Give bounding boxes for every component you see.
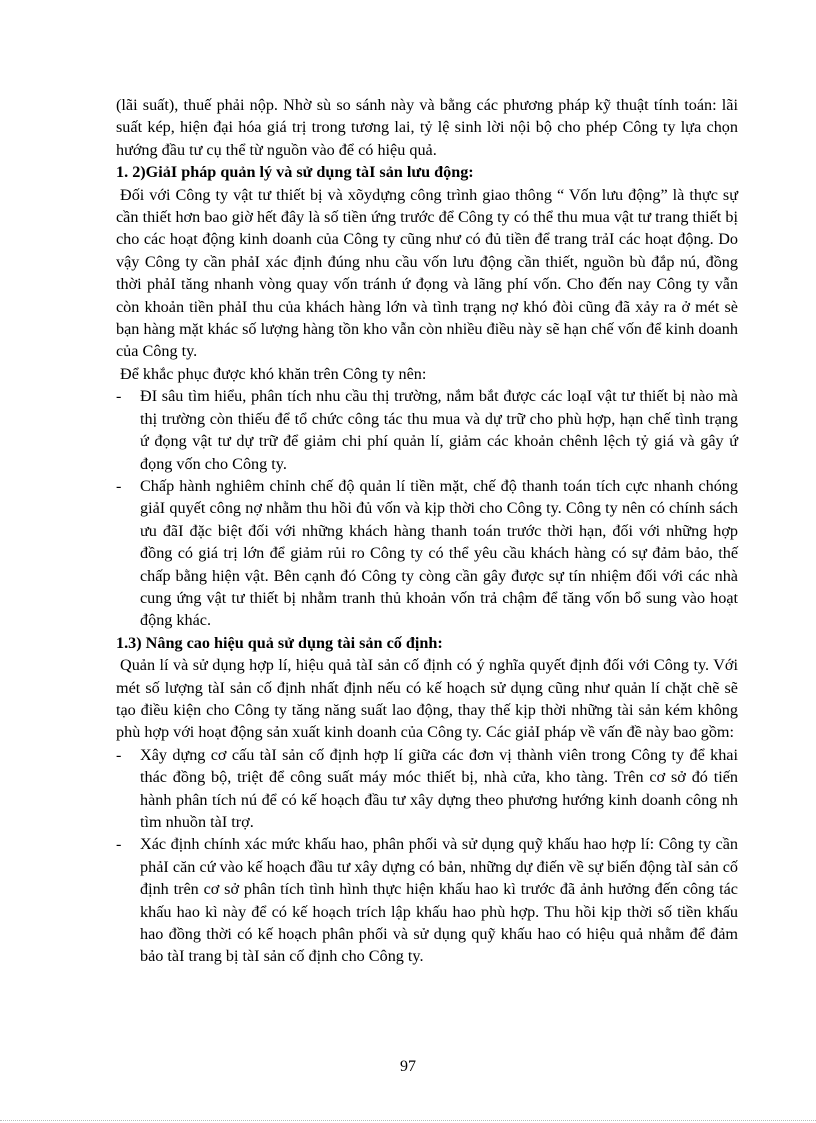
dash-bullet: - [116,745,122,764]
list-item [116,475,738,632]
list-item [116,385,738,475]
paragraph-fixed-assets: Quản lí và sử dụng hợp lí, hiệu quả tàI sản cố định có ý nghĩa quyết định đối với Công ty. Với mét số lượng tàI sản cố định nhất định nếu có kế hoạch sử dụng cũng như quản lí chặt chẽ sẽ tạo điều kiện cho Công ty tăng năng suất lao động, thay thế kịp thời những tài sản kém không phù hợp với hoạt động sản xuất kinh doanh của Công ty. Các giảI pháp về vấn đề này bao gồm: [116,656,738,742]
dash-bullet: - [116,476,122,495]
list-item-text: Xác định chính xác mức khấu hao, phân phối và sử dụng quỹ khấu hao hợp lí: Công ty cần phảI căn cứ vào kế hoạch đầu tư xây dựng có bản, những dự điến về sự biến động tàI sản cố định trên cơ sở phân tích tình hình thực hiện khấu hao kì trước đã ảnh hưởng đến công tác khấu hao kì này để có kế hoạch trích lập khấu hao phù hợp. Thu hồi kịp thời số tiền khấu hao đồng thời có kế hoạch phân phối và sử dụng quỹ khấu hao có hiệu quả nhằm để đảm bảo tàI trang bị tàI sản cố định cho Công ty. [140,835,738,966]
list-item-text: ĐI sâu tìm hiểu, phân tích nhu cầu thị trường, nắm bắt được các loạI vật tư thiết bị nào mà thị trường còn thiếu để tổ chức công tác thu mua và dự trữ cho phù hợp, hạn chế tình trạng ứ đọng vật tư dự trữ để giảm chi phí quản lí, giảm các khoản chênh lệch tỷ giá và gây ứ đọng vốn cho Công ty. [140,387,738,473]
list-item-text: Chấp hành nghiêm chỉnh chế độ quản lí tiền mặt, chế độ thanh toán tích cực nhanh chóng giảI quyết công nợ nhằm thu hồi đủ vốn và kịp thời cho Công ty. Công ty nên có chính sách ưu đãI đặc biệt đối với những khách hàng thanh toán trước thời hạn, đối với những hợp đồng có giá trị lớn để giảm rủi ro Công ty có thể yêu cầu khách hàng có sự đảm bảo, thế chấp bằng hiện vật. Bên cạnh đó Công ty còng cần gây được sự tín nhiệm đối với các nhà cung ứng vật tư thiết bị nhằm tranh thủ khoản vốn trả chậm để tăng vốn bổ sung vào hoạt động khác. [140,476,738,630]
page-number: 97 [400,1058,416,1075]
page-bottom-divider [0,1120,816,1121]
paragraph-working-capital: Đối với Công ty vật tư thiết bị và xõydựng công trình giao thông “ Vốn lưu động” là thực sự cần thiết hơn bao giờ hết đây là số tiền ứng trước để Công ty có thể thu mua vật tư trang thiết bị cho các hoạt động kinh doanh của Công ty cũng như có đủ tiền để trang trảI các hoạt động. Do vậy Công ty cần phảI xác định đúng nhu cầu vốn lưu động cần thiết, nguồn bù đắp nú, đồng thời phảI tăng nhanh vòng quay vốn tránh ứ đọng và lãng phí vốn. Cho đến nay Công ty vẫn còn khoản tiền phảI thu của khách hàng lớn và tình trạng nợ khó đòi cũng đã xảy ra ở mét sè bạn hàng mặt khác số lượng hàng tồn kho vẫn còn nhiều điều này sẽ hạn chế vốn để kinh doanh của Công ty. [116,185,738,361]
list-item [116,744,738,834]
list-item-text: Xây dựng cơ cấu tàI sản cố định hợp lí giữa các đơn vị thành viên trong Công ty để khai thác đồng bộ, triệt để công suất máy móc thiết bị, nhà cửa, kho tàng. Trên cơ sở đó tiến hành phân tích nú để có kế hoạch đầu tư xây dựng theo phương hướng kinh doanh công nh tìm nhuồn tàI trợ. [140,745,738,831]
paragraph-intro: (lãi suất), thuế phải nộp. Nhờ sù so sánh này và bằng các phương pháp kỹ thuật tính toán: lãi suất kép, hiện đại hóa giá trị trong tương lai, tỷ lệ sinh lời nội bộ cho phép Công ty lựa chọn hướng đầu tư cụ thể từ nguồn vào để có hiệu quả. [116,96,738,159]
section-heading-1-2: 1. 2)GiảI pháp quản lý và sử dụng tàI sản lưu động: [116,163,474,182]
list-item [116,833,738,967]
dash-bullet: - [116,387,122,406]
paragraph-solutions-intro: Để khắc phục được khó khăn trên Công ty nên: [120,364,427,383]
solution-list-1 [116,385,738,631]
solution-list-2 [116,744,738,968]
section-heading-1-3: 1.3) Nâng cao hiệu quả sử dụng tài sản cố định: [116,633,443,652]
document-body [116,94,738,968]
dash-bullet: - [116,835,122,854]
